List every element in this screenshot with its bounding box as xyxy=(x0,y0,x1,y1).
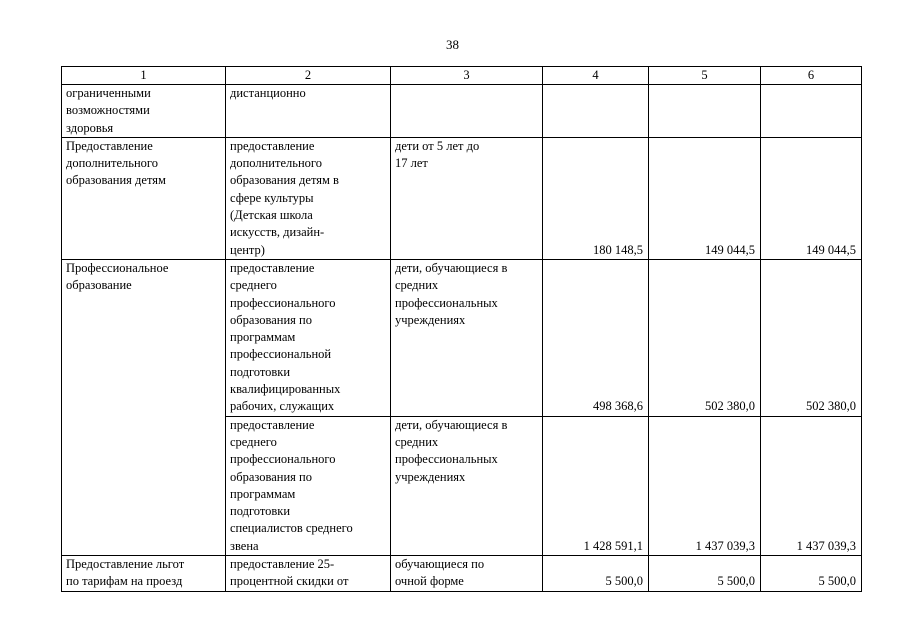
table-row xyxy=(62,137,862,259)
service-description-cell: предоставление дополнительного образования детям в сфере культуры (Детская школа искусств, дизайн- центр) xyxy=(226,137,391,259)
service-name-cell: Предоставление льгот по тарифам на проезд xyxy=(62,556,226,592)
value-cell xyxy=(761,85,862,138)
value-cell: 149 044,5 xyxy=(761,137,862,259)
service-name-cell: Профессиональное образование xyxy=(62,259,226,555)
value-cell: 1 437 039,3 xyxy=(649,416,761,555)
value-cell xyxy=(649,85,761,138)
column-header: 3 xyxy=(391,67,543,85)
service-description-cell: предоставление 25- процентной скидки от xyxy=(226,556,391,592)
recipients-cell: дети, обучающиеся в средних профессиональных учреждениях xyxy=(391,416,543,555)
value-cell xyxy=(543,85,649,138)
value-cell: 5 500,0 xyxy=(649,556,761,592)
value-cell: 498 368,6 xyxy=(543,259,649,416)
service-description-cell: предоставление среднего профессионального образования по программам профессиональной подготовки квалифицированных рабочих, служащих xyxy=(226,259,391,416)
service-description-cell: предоставление среднего профессионального образования по программам подготовки специалистов среднего звена xyxy=(226,416,391,555)
column-header: 4 xyxy=(543,67,649,85)
table-header-row xyxy=(62,67,862,85)
value-cell: 502 380,0 xyxy=(649,259,761,416)
service-name-cell: ограниченными возможностями здоровья xyxy=(62,85,226,138)
value-cell: 180 148,5 xyxy=(543,137,649,259)
recipients-cell xyxy=(391,85,543,138)
recipients-cell: дети от 5 лет до 17 лет xyxy=(391,137,543,259)
table-row xyxy=(62,556,862,592)
column-header: 5 xyxy=(649,67,761,85)
budget-table xyxy=(61,66,862,592)
recipients-cell: дети, обучающиеся в средних профессиональных учреждениях xyxy=(391,259,543,416)
service-description-cell: дистанционно xyxy=(226,85,391,138)
page-number: 38 xyxy=(446,37,459,52)
value-cell: 502 380,0 xyxy=(761,259,862,416)
recipients-cell: обучающиеся по очной форме xyxy=(391,556,543,592)
column-header: 2 xyxy=(226,67,391,85)
table-row xyxy=(62,259,862,416)
column-header: 1 xyxy=(62,67,226,85)
value-cell: 1 437 039,3 xyxy=(761,416,862,555)
value-cell: 5 500,0 xyxy=(761,556,862,592)
column-header: 6 xyxy=(761,67,862,85)
service-name-cell: Предоставление дополнительного образования детям xyxy=(62,137,226,259)
value-cell: 149 044,5 xyxy=(649,137,761,259)
value-cell: 5 500,0 xyxy=(543,556,649,592)
value-cell: 1 428 591,1 xyxy=(543,416,649,555)
table-row xyxy=(62,85,862,138)
